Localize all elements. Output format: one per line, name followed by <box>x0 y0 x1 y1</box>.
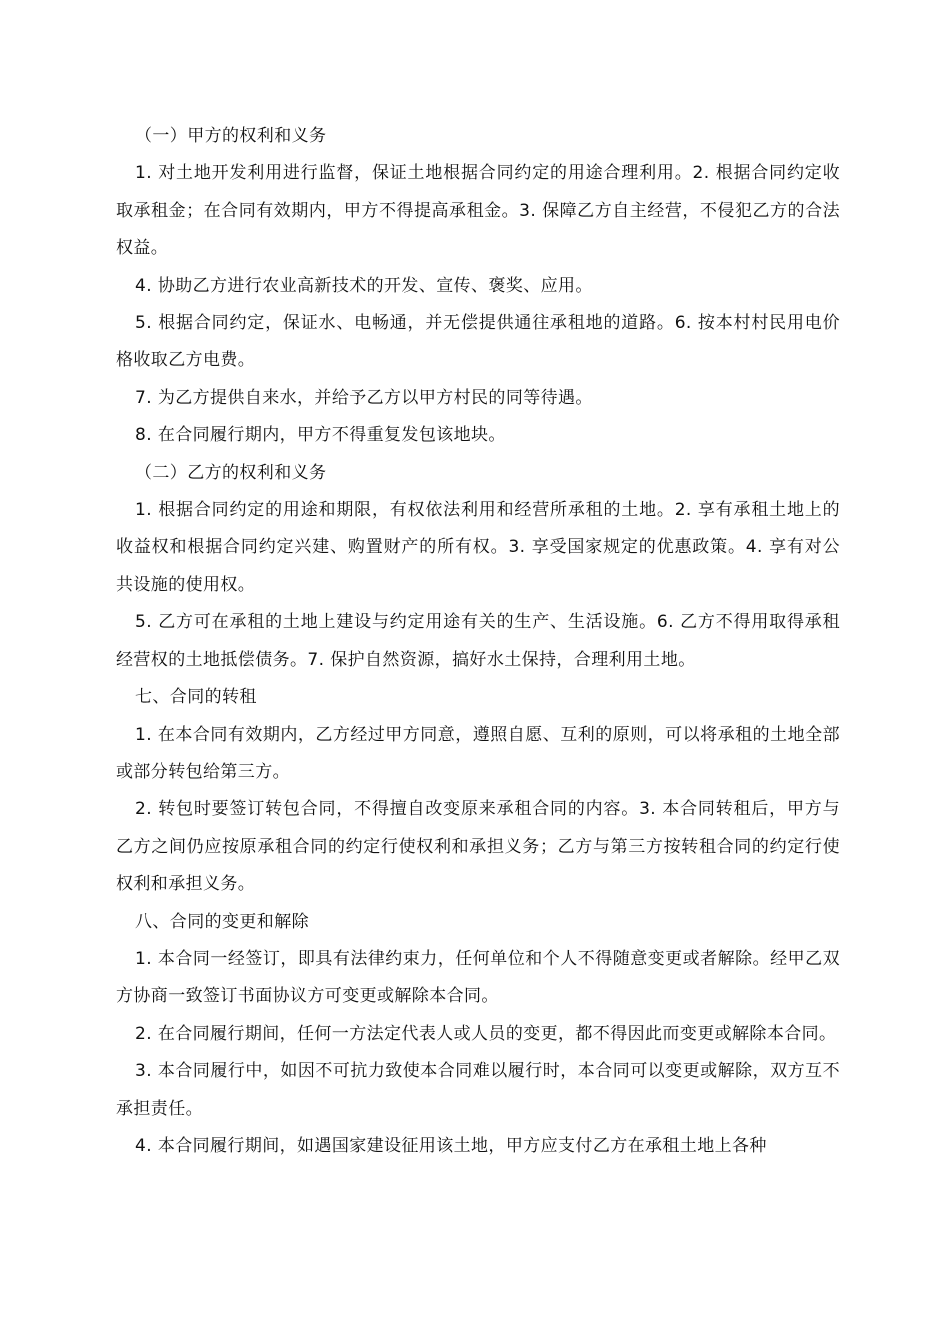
paragraph: 1. 在本合同有效期内，乙方经过甲方同意，遵照自愿、互利的原则，可以将承租的土地全部或部分转包给第三方。 <box>116 724 840 782</box>
paragraph: 4. 本合同履行期间，如遇国家建设征用该土地，甲方应支付乙方在承租土地上各种 <box>135 1135 767 1156</box>
paragraph: 8. 在合同履行期内，甲方不得重复发包该地块。 <box>135 425 506 446</box>
section-heading-party-a: （一）甲方的权利和义务 <box>135 126 327 146</box>
section-heading-sublease: 七、合同的转租 <box>135 687 257 708</box>
paragraph: 1. 对土地开发利用进行监督，保证土地根据合同约定的用途合理利用。2. 根据合同约定收取承租金；在合同有效期内，甲方不得提高承租金。3. 保障乙方自主经营，不侵犯乙方的合法权益。 <box>116 163 840 259</box>
paragraph: 4. 协助乙方进行农业高新技术的开发、宣传、褒奖、应用。 <box>135 275 593 296</box>
paragraph: 3. 本合同履行中，如因不可抗力致使本合同难以履行时，本合同可以变更或解除，双方互不承担责任。 <box>116 1061 840 1119</box>
paragraph: 2. 在合同履行期间，任何一方法定代表人或人员的变更，都不得因此而变更或解除本合同。 <box>135 1023 837 1044</box>
paragraph: 5. 乙方可在承租的土地上建设与约定用途有关的生产、生活设施。6. 乙方不得用取得承租经营权的土地抵偿债务。7. 保护自然资源，搞好水土保持，合理利用土地。 <box>116 612 840 670</box>
paragraph: 2. 转包时要签订转包合同，不得擅自改变原来承租合同的内容。3. 本合同转租后，甲方与乙方之间仍应按原承租合同的约定行使权利和承担义务；乙方与第三方按转租合同的约定行使权利和承担义务。 <box>116 799 840 895</box>
paragraph: 7. 为乙方提供自来水，并给予乙方以甲方村民的同等待遇。 <box>135 387 593 408</box>
section-heading-party-b: （二）乙方的权利和义务 <box>135 462 327 483</box>
section-heading-amendment: 八、合同的变更和解除 <box>135 911 309 932</box>
document-body <box>116 118 840 1165</box>
paragraph: 1. 本合同一经签订，即具有法律约束力，任何单位和个人不得随意变更或者解除。经甲乙双方协商一致签订书面协议方可变更或解除本合同。 <box>116 948 840 1007</box>
paragraph: 5. 根据合同约定，保证水、电畅通，并无偿提供通往承租地的道路。6. 按本村村民用电价格收取乙方电费。 <box>116 313 840 371</box>
paragraph: 1. 根据合同约定的用途和期限，有权依法利用和经营所承租的土地。2. 享有承租土地上的收益权和根据合同约定兴建、购置财产的所有权。3. 享受国家规定的优惠政策。4. 享有对公共设施的使用权。 <box>116 500 840 595</box>
